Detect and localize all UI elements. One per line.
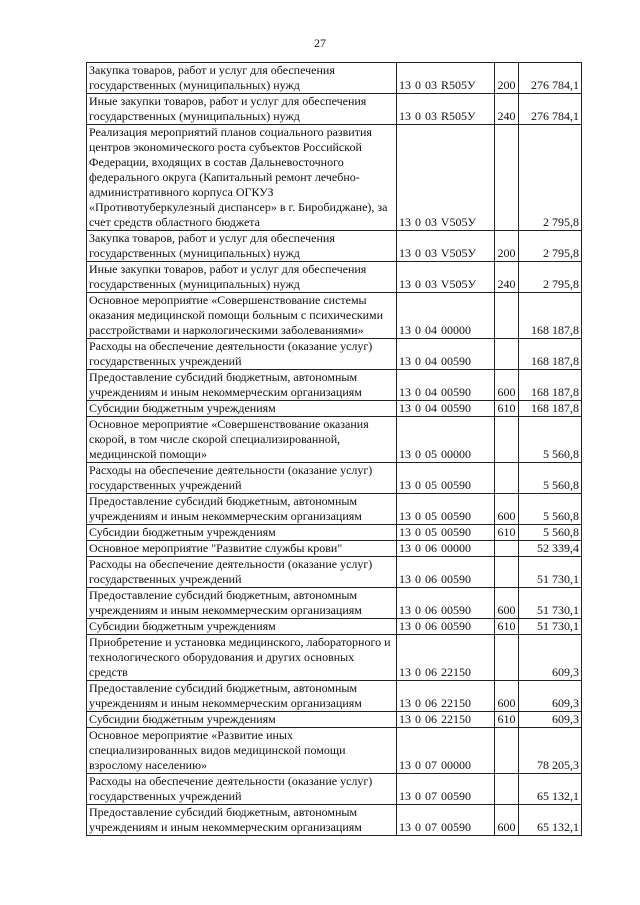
table-row (87, 94, 582, 125)
row-vr-cell (495, 728, 519, 774)
row-name-cell: Основное мероприятие «Совершенствование системы оказания медицинской помощи больным с психическими расстройствами и наркологическими заболеваниями» (87, 293, 397, 339)
row-vr-cell: 200 (495, 63, 519, 94)
row-code-cell: 13 0 03 V505У (397, 231, 495, 262)
row-code-cell: 13 0 05 00590 (397, 525, 495, 541)
row-vr-cell (495, 339, 519, 370)
row-vr-cell (495, 417, 519, 463)
row-name-cell: Иные закупки товаров, работ и услуг для обеспечения государственных (муниципальных) нужд (87, 262, 397, 293)
row-code-cell: 13 0 07 00590 (397, 805, 495, 836)
row-code-cell: 13 0 06 22150 (397, 635, 495, 681)
table-row (87, 635, 582, 681)
row-sum-cell: 2 795,8 (519, 262, 582, 293)
table-row (87, 712, 582, 728)
row-vr-cell (495, 125, 519, 231)
row-sum-cell: 276 784,1 (519, 94, 582, 125)
row-code-cell: 13 0 05 00590 (397, 463, 495, 494)
table-row (87, 494, 582, 525)
row-sum-cell: 5 560,8 (519, 494, 582, 525)
table-row (87, 231, 582, 262)
row-sum-cell: 609,3 (519, 712, 582, 728)
table-row (87, 463, 582, 494)
row-code-cell: 13 0 04 00590 (397, 401, 495, 417)
row-sum-cell: 5 560,8 (519, 463, 582, 494)
row-sum-cell: 168 187,8 (519, 401, 582, 417)
page-number: 27 (314, 36, 326, 50)
table-row (87, 619, 582, 635)
row-name-cell: Расходы на обеспечение деятельности (оказание услуг) государственных учреждений (87, 774, 397, 805)
table-row (87, 417, 582, 463)
row-sum-cell: 609,3 (519, 681, 582, 712)
row-sum-cell: 51 730,1 (519, 557, 582, 588)
row-sum-cell: 276 784,1 (519, 63, 582, 94)
row-name-cell: Предоставление субсидий бюджетным, автономным учреждениям и иным некоммерческим организациям (87, 805, 397, 836)
row-sum-cell: 2 795,8 (519, 125, 582, 231)
row-code-cell: 13 0 04 00590 (397, 370, 495, 401)
row-name-cell: Предоставление субсидий бюджетным, автономным учреждениям и иным некоммерческим организациям (87, 494, 397, 525)
table-row (87, 293, 582, 339)
row-name-cell: Расходы на обеспечение деятельности (оказание услуг) государственных учреждений (87, 339, 397, 370)
row-name-cell: Расходы на обеспечение деятельности (оказание услуг) государственных учреждений (87, 463, 397, 494)
row-name-cell: Основное мероприятие «Совершенствование оказания скорой, в том числе скорой специализированной, медицинской помощи» (87, 417, 397, 463)
row-sum-cell: 65 132,1 (519, 805, 582, 836)
row-vr-cell: 240 (495, 94, 519, 125)
row-code-cell: 13 0 03 V505У (397, 262, 495, 293)
table-row (87, 557, 582, 588)
row-vr-cell: 600 (495, 681, 519, 712)
row-vr-cell (495, 635, 519, 681)
row-name-cell: Основное мероприятие "Развитие службы крови" (87, 541, 397, 557)
row-code-cell: 13 0 04 00000 (397, 293, 495, 339)
row-name-cell: Субсидии бюджетным учреждениям (87, 525, 397, 541)
table-row (87, 401, 582, 417)
row-name-cell: Приобретение и установка медицинского, лабораторного и технологического оборудования и других основных средств (87, 635, 397, 681)
row-code-cell: 13 0 07 00590 (397, 774, 495, 805)
table-row (87, 63, 582, 94)
row-vr-cell: 610 (495, 401, 519, 417)
row-code-cell: 13 0 06 22150 (397, 712, 495, 728)
row-vr-cell: 600 (495, 588, 519, 619)
row-code-cell: 13 0 03 R505У (397, 94, 495, 125)
row-code-cell: 13 0 06 00590 (397, 619, 495, 635)
table-row (87, 728, 582, 774)
row-vr-cell: 600 (495, 370, 519, 401)
table-body (87, 63, 582, 836)
row-sum-cell: 51 730,1 (519, 619, 582, 635)
row-sum-cell: 78 205,3 (519, 728, 582, 774)
row-vr-cell: 610 (495, 712, 519, 728)
row-name-cell: Иные закупки товаров, работ и услуг для обеспечения государственных (муниципальных) нужд (87, 94, 397, 125)
row-vr-cell (495, 293, 519, 339)
row-sum-cell: 168 187,8 (519, 370, 582, 401)
table-row (87, 125, 582, 231)
table-row (87, 681, 582, 712)
row-vr-cell (495, 557, 519, 588)
row-name-cell: Субсидии бюджетным учреждениям (87, 619, 397, 635)
row-vr-cell (495, 774, 519, 805)
table-row (87, 805, 582, 836)
row-sum-cell: 52 339,4 (519, 541, 582, 557)
table-row (87, 774, 582, 805)
row-code-cell: 13 0 06 22150 (397, 681, 495, 712)
row-vr-cell: 240 (495, 262, 519, 293)
row-code-cell: 13 0 06 00590 (397, 588, 495, 619)
row-vr-cell: 610 (495, 525, 519, 541)
row-vr-cell: 200 (495, 231, 519, 262)
row-code-cell: 13 0 04 00590 (397, 339, 495, 370)
row-vr-cell (495, 541, 519, 557)
table-row (87, 588, 582, 619)
row-name-cell: Субсидии бюджетным учреждениям (87, 712, 397, 728)
row-code-cell: 13 0 06 00590 (397, 557, 495, 588)
row-name-cell: Предоставление субсидий бюджетным, автономным учреждениям и иным некоммерческим организациям (87, 370, 397, 401)
row-code-cell: 13 0 05 00590 (397, 494, 495, 525)
row-sum-cell: 51 730,1 (519, 588, 582, 619)
row-code-cell: 13 0 03 V505У (397, 125, 495, 231)
row-name-cell: Расходы на обеспечение деятельности (оказание услуг) государственных учреждений (87, 557, 397, 588)
row-name-cell: Закупка товаров, работ и услуг для обеспечения государственных (муниципальных) нужд (87, 63, 397, 94)
row-name-cell: Основное мероприятие «Развитие иных специализированных видов медицинской помощи взрослому населению» (87, 728, 397, 774)
row-vr-cell: 600 (495, 494, 519, 525)
row-vr-cell: 610 (495, 619, 519, 635)
row-name-cell: Субсидии бюджетным учреждениям (87, 401, 397, 417)
table-row (87, 541, 582, 557)
table-row (87, 525, 582, 541)
row-name-cell: Реализация мероприятий планов социального развития центров экономического роста субъектов Российской Федерации, входящих в состав Дальневосточного федерального округа (Капитальный ремонт лечебно-административного корпуса ОГКУЗ «Противотуберкулезный диспансер» в г. Биробиджане), за счет средств областного бюджета (87, 125, 397, 231)
table-row (87, 339, 582, 370)
row-name-cell: Предоставление субсидий бюджетным, автономным учреждениям и иным некоммерческим организациям (87, 681, 397, 712)
row-sum-cell: 609,3 (519, 635, 582, 681)
table-row (87, 370, 582, 401)
table-row (87, 262, 582, 293)
row-sum-cell: 168 187,8 (519, 293, 582, 339)
row-sum-cell: 5 560,8 (519, 417, 582, 463)
row-vr-cell (495, 463, 519, 494)
budget-table (86, 62, 582, 836)
row-vr-cell: 600 (495, 805, 519, 836)
row-sum-cell: 65 132,1 (519, 774, 582, 805)
row-code-cell: 13 0 06 00000 (397, 541, 495, 557)
row-name-cell: Закупка товаров, работ и услуг для обеспечения государственных (муниципальных) нужд (87, 231, 397, 262)
row-sum-cell: 2 795,8 (519, 231, 582, 262)
row-code-cell: 13 0 05 00000 (397, 417, 495, 463)
row-name-cell: Предоставление субсидий бюджетным, автономным учреждениям и иным некоммерческим организациям (87, 588, 397, 619)
row-sum-cell: 168 187,8 (519, 339, 582, 370)
row-code-cell: 13 0 03 R505У (397, 63, 495, 94)
row-code-cell: 13 0 07 00000 (397, 728, 495, 774)
row-sum-cell: 5 560,8 (519, 525, 582, 541)
